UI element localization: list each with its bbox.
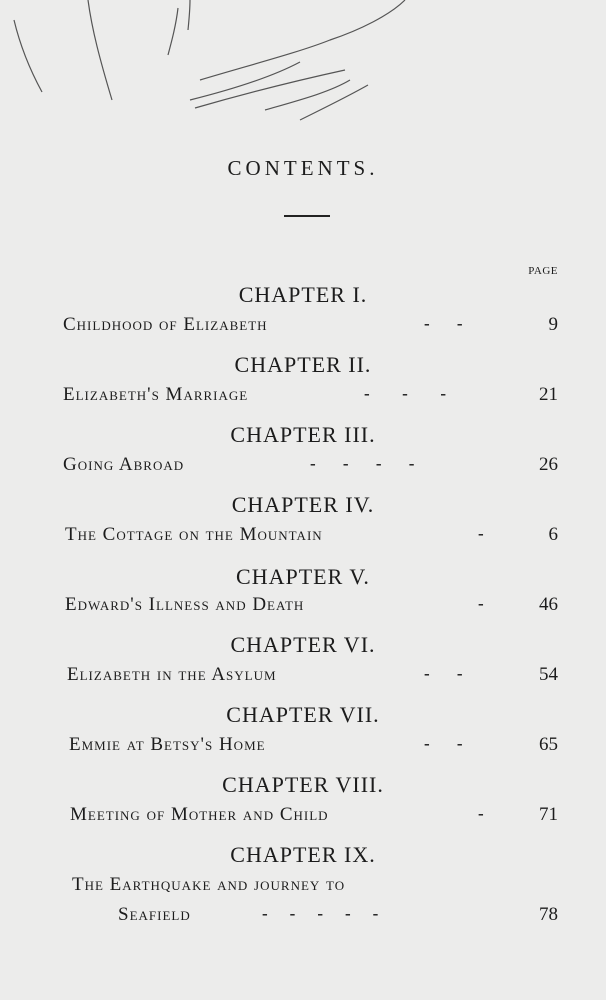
entry-title: Emmie at Betsy's Home bbox=[69, 734, 266, 755]
pencil-scribble-marks bbox=[0, 0, 606, 140]
entry-page-number: 21 bbox=[539, 384, 558, 405]
entry-page-number: 65 bbox=[539, 734, 558, 755]
chapter-heading: CHAPTER IX. bbox=[230, 842, 376, 867]
toc-entry bbox=[0, 384, 606, 410]
entry-page-number: 9 bbox=[548, 314, 558, 335]
dot-leader: - bbox=[478, 524, 485, 543]
entry-title: Seafield bbox=[118, 904, 191, 925]
dot-leader: - - bbox=[424, 734, 464, 753]
toc-entry bbox=[0, 454, 606, 480]
toc-entry bbox=[0, 594, 606, 620]
chapter-heading: CHAPTER VIII. bbox=[222, 772, 384, 797]
page-column-label: PAGE bbox=[528, 265, 558, 277]
toc-entry bbox=[0, 524, 606, 550]
entry-title: Edward's Illness and Death bbox=[65, 594, 305, 615]
entry-page-number: 71 bbox=[539, 804, 558, 825]
entry-page-number: 26 bbox=[539, 454, 558, 475]
dot-leader: - - bbox=[424, 664, 464, 683]
chapter-heading: CHAPTER IV. bbox=[231, 492, 375, 517]
entry-title: The Cottage on the Mountain bbox=[65, 524, 323, 545]
chapter-heading: CHAPTER VII. bbox=[226, 702, 380, 727]
chapter-heading: CHAPTER VI. bbox=[230, 632, 376, 657]
entry-page-number: 78 bbox=[539, 904, 558, 925]
toc-entry bbox=[0, 804, 606, 830]
entry-page-number: 6 bbox=[548, 524, 558, 545]
chapter-heading: CHAPTER I. bbox=[238, 282, 368, 307]
toc-entry bbox=[0, 664, 606, 690]
dot-leader: - bbox=[478, 594, 485, 613]
dot-leader: - - - - - bbox=[262, 904, 380, 923]
dot-leader: - - bbox=[424, 314, 464, 333]
toc-entry bbox=[0, 874, 606, 900]
toc-entry bbox=[0, 314, 606, 340]
dot-leader: - - - - bbox=[310, 454, 416, 473]
toc-entry bbox=[0, 734, 606, 760]
title-rule bbox=[284, 215, 330, 217]
dot-leader: - bbox=[478, 804, 485, 823]
entry-title: Childhood of Elizabeth bbox=[63, 314, 268, 335]
entry-title: Going Abroad bbox=[63, 454, 185, 475]
chapter-heading: CHAPTER III. bbox=[230, 422, 376, 447]
entry-page-number: 46 bbox=[539, 594, 558, 615]
page-title: CONTENTS. bbox=[227, 156, 379, 180]
entry-page-number: 54 bbox=[539, 664, 558, 685]
entry-title: Meeting of Mother and Child bbox=[70, 804, 329, 825]
chapter-heading: CHAPTER V. bbox=[236, 564, 370, 589]
entry-title: Elizabeth's Marriage bbox=[63, 384, 249, 405]
chapter-heading: CHAPTER II. bbox=[234, 352, 372, 377]
toc-entry bbox=[0, 904, 606, 930]
entry-title: The Earthquake and journey to bbox=[72, 874, 346, 895]
entry-title: Elizabeth in the Asylum bbox=[67, 664, 277, 685]
dot-leader: - - - bbox=[364, 384, 447, 403]
